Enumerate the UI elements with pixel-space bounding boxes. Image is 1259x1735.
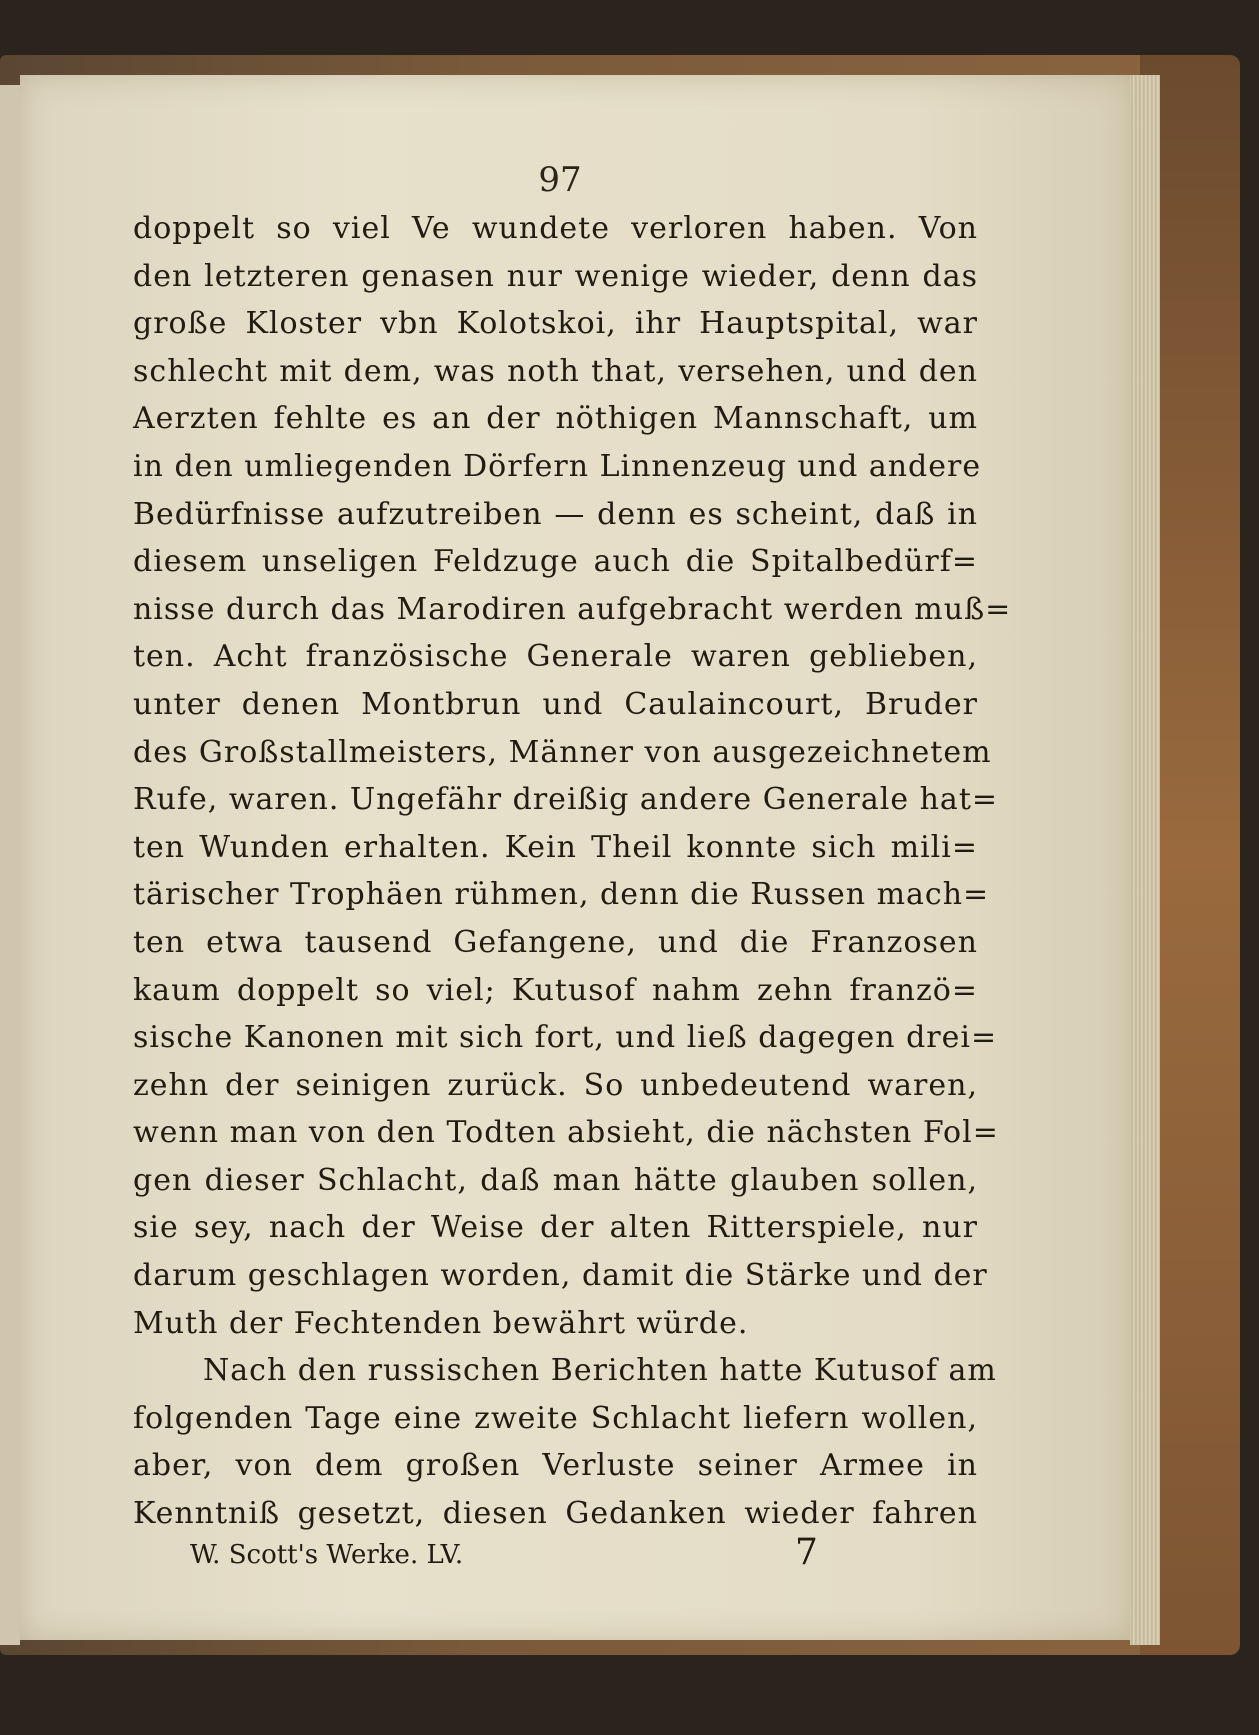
text-line: nisse durch das Marodiren aufgebracht werden muß= — [133, 591, 1012, 627]
text-line: tärischer Trophäen rühmen, denn die Russen mach= — [133, 877, 990, 913]
text-line: gen dieser Schlacht, daß man hätte glauben sollen, — [133, 1162, 978, 1198]
text-line: des Großstallmeisters, Männer von ausgezeichnetem — [133, 734, 992, 770]
page-number: 97 — [538, 160, 582, 200]
page-edges — [1130, 75, 1160, 1645]
text-line: ten Wunden erhalten. Kein Theil konnte sich mili= — [133, 829, 978, 865]
text-line: unter denen Montbrun und Caulaincourt, Bruder — [133, 686, 978, 722]
text-line: darum geschlagen worden, damit die Stärke und der — [133, 1258, 988, 1294]
text-line: ten. Acht französische Generale waren geblieben, — [133, 639, 978, 675]
left-page-edge — [0, 85, 20, 1645]
text-line: in den umliegenden Dörfern Linnenzeug und andere — [133, 448, 982, 484]
text-line: große Kloster vbn Kolotskoi, ihr Hauptspital, war — [133, 306, 978, 342]
paragraph-line: folgenden Tage eine zweite Schlacht liefern wollen, — [133, 1400, 978, 1436]
text-line: zehn der seinigen zurück. So unbedeutend waren, — [133, 1067, 978, 1103]
text-line: Bedürfnisse aufzutreiben — denn es scheint, daß in — [133, 496, 978, 532]
text-line: ten etwa tausend Gefangene, und die Franzosen — [133, 924, 978, 960]
text-line: Rufe, waren. Ungefähr dreißig andere Generale hat= — [133, 782, 999, 818]
sheet-number: 7 — [795, 1532, 818, 1573]
text-line: diesem unseligen Feldzuge auch die Spitalbedürf= — [133, 544, 978, 580]
text-line: schlecht mit dem, was noth that, versehen, und den — [133, 353, 978, 389]
paragraph-line: Nach den russischen Berichten hatte Kutusof am — [203, 1353, 997, 1389]
text-line: doppelt so viel Ve wundete verloren haben. Von — [133, 211, 978, 246]
text-line: sie sey, nach der Weise der alten Ritterspiele, nur — [133, 1210, 978, 1246]
text-line: Muth der Fechtenden bewährt würde. — [133, 1305, 749, 1341]
body-text — [133, 205, 1012, 1538]
paragraph-line: aber, von dem großen Verluste seiner Armee in — [133, 1448, 978, 1484]
text-line: kaum doppelt so viel; Kutusof nahm zehn franzö= — [133, 972, 978, 1008]
text-line: wenn man von den Todten absieht, die nächsten Fol= — [133, 1115, 999, 1151]
signature-mark: W. Scott's Werke. LV. — [190, 1540, 464, 1570]
text-line: den letzteren genasen nur wenige wieder, denn das — [133, 258, 978, 294]
paragraph-line: Kenntniß gesetzt, diesen Gedanken wieder fahren — [133, 1496, 978, 1532]
text-line: Aerzten fehlte es an der nöthigen Mannschaft, um — [133, 401, 978, 437]
text-line: sische Kanonen mit sich fort, und ließ dagegen drei= — [133, 1020, 998, 1056]
